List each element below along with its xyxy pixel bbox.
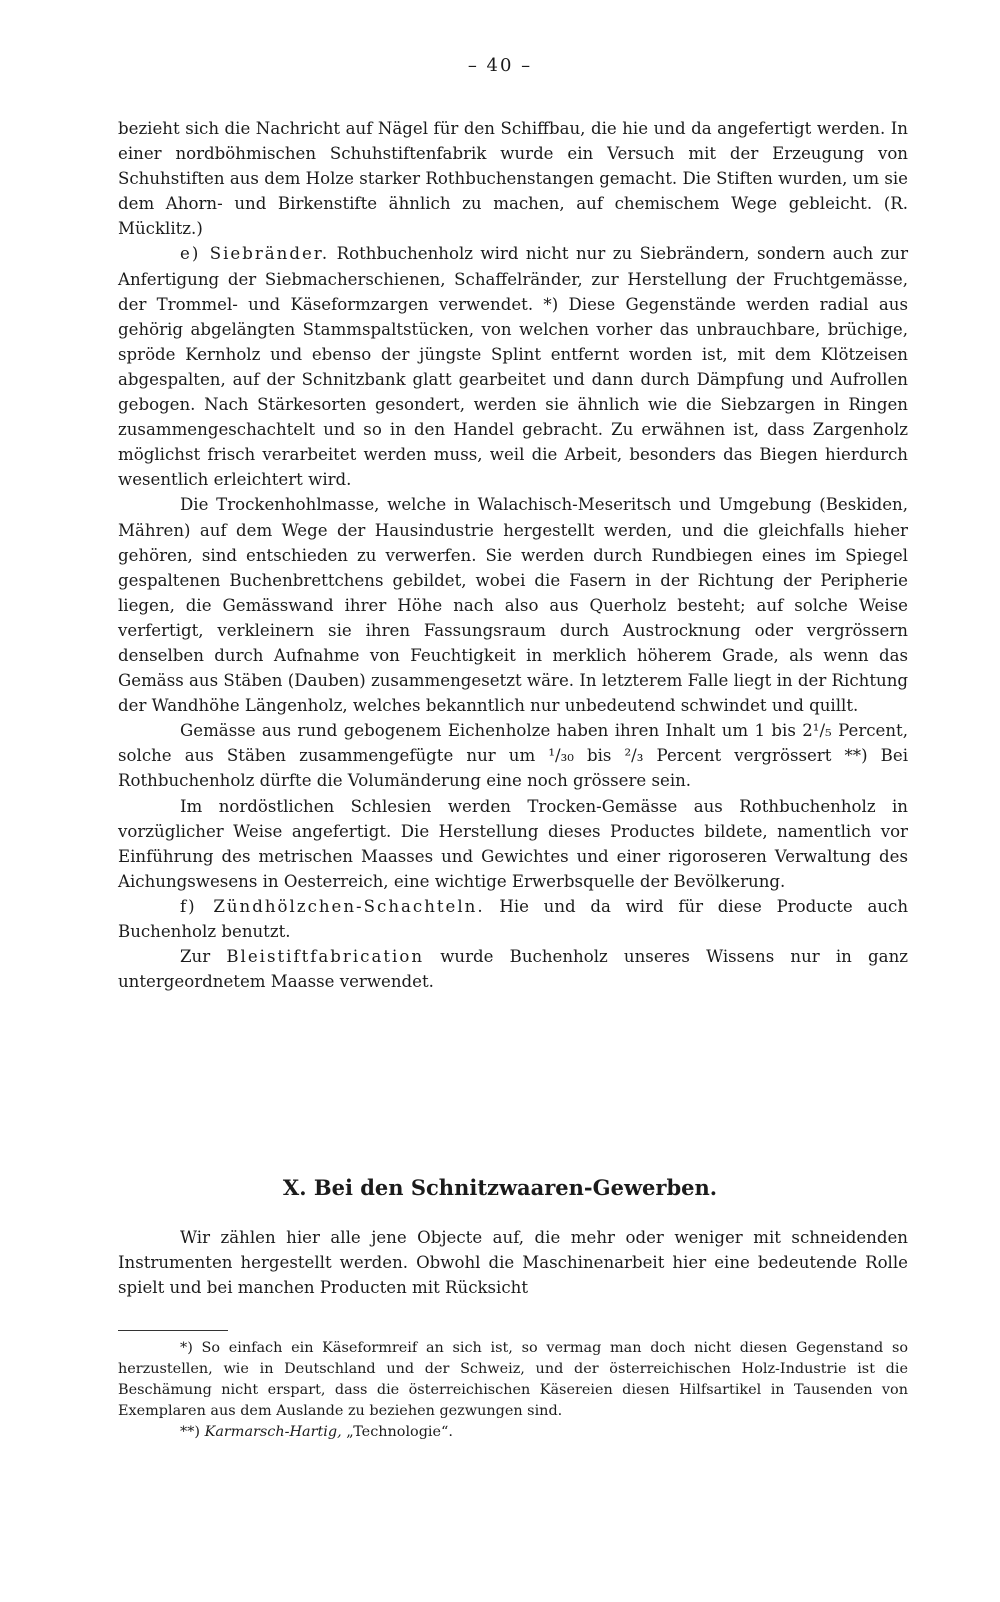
- paragraph-label: f) Zündhölzchen-Schachteln.: [180, 896, 485, 916]
- footnotes: [118, 1338, 908, 1443]
- paragraph-label: e) Siebränder.: [180, 244, 330, 264]
- footnote-mark: **): [180, 1424, 201, 1440]
- paragraph-label: Bleistiftfabrication: [226, 947, 425, 967]
- footnote-author: Karmarsch-Hartig,: [204, 1424, 342, 1440]
- section-heading: X. Bei den Schnitzwaaren-Gewerben.: [282, 1175, 718, 1200]
- paragraph-text: Hie und da wird für diese Producte auch Buchenholz benutzt.: [118, 896, 909, 941]
- footnote-1: *) So einfach ein Käseformreif an sich ist, so vermag man doch nicht diesen Gegenstand so herzustellen, wie in Deutschland und der Schweiz, und der österreichischen Holz-Industrie ist die Beschämung nicht erspart, dass die österreichischen Käsereien diesen Hilfsartikel in Tausenden von Exemplaren aus dem Auslande zu beziehen gezwungen sind.: [118, 1340, 908, 1419]
- page-number: – 40 –: [467, 55, 533, 76]
- section-paragraph: Wir zählen hier alle jene Objecte auf, die mehr oder weniger mit schneidenden Instrumenten hergestellt werden. Obwohl die Maschinenarbeit hier eine bedeutende Rolle spielt und bei manchen Producten mit Rücksicht: [118, 1228, 908, 1298]
- paragraph-text: wurde Buchenholz unseres Wissens nur in ganz untergeordnetem Maasse verwendet.: [118, 947, 908, 992]
- body-text: [118, 116, 908, 994]
- paragraph-siebraender: [118, 241, 908, 492]
- paragraph-text: Rothbuchenholz wird nicht nur zu Siebrändern, sondern auch zur Anfertigung der Siebmacherschienen, Schaffelränder, zur Herstellung der Fruchtgemässe, der Trommel- und Käseformzargen verwendet. *) Diese Gegenstände werden radial aus gehörig abgelängten Stammspaltstücken, von welchen vorher das unbrauchbare, brüchige, spröde Kernholz und ebenso der jüngste Splint entfernt worden ist, mit dem Klötzeisen abgespalten, auf der Schnitzbank glatt gearbeitet und dann durch Dämpfung und Aufrollen gebogen. Nach Stärkesorten gesondert, werden sie ähnlich wie die Siebzargen in Ringen zusammengeschachtelt und so in den Handel gebracht. Zu erwähnen ist, dass Zargenholz möglichst frisch verarbeitet werden muss, weil die Arbeit, besonders das Biegen hierdurch wesentlich erleichtert wird.: [118, 244, 908, 490]
- paragraph-1: bezieht sich die Nachricht auf Nägel für den Schiffbau, die hie und da angefertigt werden. In einer nordböhmischen Schuhstiftenfabrik wurde ein Versuch mit der Erzeugung von Schuhstiften aus dem Holze starker Rothbuchenstangen gemacht. Die Stiften wurden, um sie dem Ahorn- und Birkenstifte ähnlich zu machen, auf chemischem Wege gebleicht. (R. Mücklitz.): [118, 119, 908, 239]
- footnote-title: „Technologie“.: [346, 1424, 453, 1440]
- section-body: [118, 1225, 908, 1300]
- paragraph-trockenhohlmasse: Die Trockenhohlmasse, welche in Walachisch-Meseritsch und Umgebung (Beskiden, Mähren) auf dem Wege der Hausindustrie hergestellt werden, und die gleichfalls hieher gehören, sind entschieden zu verwerfen. Sie werden durch Rundbiegen eines im Spiegel gespaltenen Buchenbrettchens gebildet, wobei die Fasern in der Richtung der Peripherie liegen, die Gemässwand ihrer Höhe nach also aus Querholz besteht; auf solche Weise verfertigt, verkleinern sie ihren Fassungsraum durch Austrocknung oder vergrössern denselben durch Aufnahme von Feuchtigkeit in merklich höherem Grade, als wenn das Gemäss aus Stäben (Dauben) zusammengesetzt wäre. In letzterem Falle liegt in der Richtung der Wandhöhe Längenholz, welches bekanntlich nur unbedeutend schwindet und quillt.: [118, 495, 908, 716]
- paragraph-bleistift: [118, 944, 908, 994]
- footnote-2: [118, 1422, 908, 1443]
- paragraph-prefix: Zur: [180, 947, 211, 967]
- paragraph-zuendhoelzchen: [118, 894, 908, 944]
- paragraph-gemaesse: Gemässe aus rund gebogenem Eichenholze haben ihren Inhalt um 1 bis 2¹/₅ Percent, solche aus Stäben zusammengefügte nur um ¹/₃₀ bis ²/₃ Percent vergrössert **) Bei Rothbuchenholz dürfte die Volumänderung eine noch grössere sein.: [118, 721, 908, 791]
- paragraph-schlesien: Im nordöstlichen Schlesien werden Trocken-Gemässe aus Rothbuchenholz in vorzüglicher Weise angefertigt. Die Herstellung dieses Productes bildete, namentlich vor Einführung des metrischen Maasses und Gewichtes und einer rigoroseren Verwaltung des Aichungswesens in Oesterreich, eine wichtige Erwerbsquelle der Bevölkerung.: [118, 796, 908, 891]
- footnote-divider: [118, 1330, 228, 1331]
